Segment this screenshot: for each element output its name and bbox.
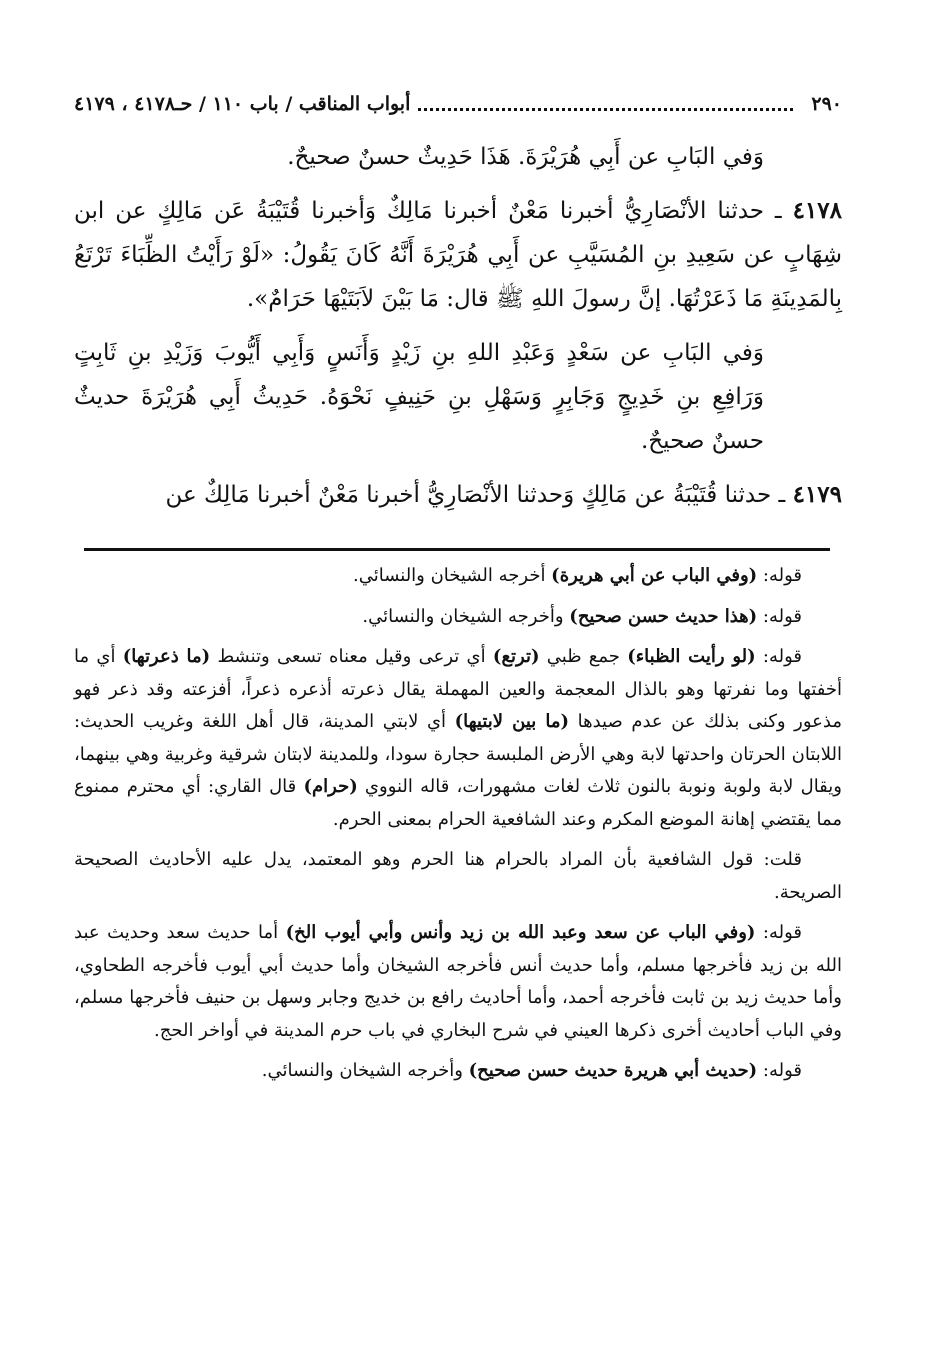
hadith-text: ـ حدثنا الأنْصَارِيُّ أخبرنا مَعْنٌ أخبرنا مَالِكٌ وَأخبرنا قُتَيْبَةُ عَن مَالِكٍ عن ابن شِهَابٍ عن سَعِيدِ بنِ المُسَيَّبِ عن أَبِي هُرَيْرَةَ أَنَّهُ كَانَ يَقُولُ: «لَوْ رَأَيْتُ الظِّبَاءَ تَرْتَعُ بِالمَدِينَةِ مَا ذَعَرْتُهَا. إنَّ رسولَ اللهِ ﷺ قال: مَا بَيْنَ لاَبَتَيْهَا حَرَامٌ».: [74, 198, 842, 312]
note-2: [74, 601, 842, 634]
hadith-number: ٤١٧٩: [792, 481, 842, 508]
hadith-number: ٤١٧٨: [792, 197, 842, 224]
paragraph-bab-abi-hurayra: وَفي البَابِ عن أَبِي هُرَيْرَةَ. هَذَا حَدِيثٌ حسنٌ صحيحٌ.: [287, 144, 764, 170]
note-body: أي لابتي المدينة، قال أهل اللغة وغريب الحديث: اللابتان الحرتان واحدتها لابة وهي الأرض الملبسة حجارة سودا، وللمدينة لابتان شرقية وغربية وهي بينهما، ويقال لابة ولوبة ونوبة بالنون ثلاث لغات مشهورات، قاله النووي: [74, 711, 842, 797]
note-quote: (ما ذعرتها): [122, 646, 211, 667]
page-number: ٢٩٠: [811, 93, 842, 115]
note-quote: (حديث أبي هريرة حديث حسن صحيح): [468, 1060, 758, 1081]
note-quote: (وفي الباب عن أبي هريرة): [551, 565, 758, 586]
running-header: [74, 78, 842, 118]
note-quote: (حرام): [303, 776, 358, 797]
note-label: قوله:: [757, 565, 802, 586]
note-body: أخرجه الشيخان والنسائي.: [352, 565, 552, 586]
paragraph-bab-narrators: وَفي البَابِ عن سَعْدٍ وَعَبْدِ اللهِ بنِ زَيْدٍ وَأَنَسٍ وَأَبِي أَيُّوبَ وَزَيْدِ بنِ ثَابِتٍ وَرَافِعِ بنِ خَدِيجٍ وَجَابِرٍ وَسَهْلِ بنِ حَنِيفٍ نَحْوَهُ. حَدِيثُ أَبِي هُرَيْرَةَ حديثٌ حسنٌ صحيحٌ.: [74, 340, 764, 454]
header-leader-dots: [418, 107, 793, 111]
note-body: أما حديث سعد وحديث عبد الله بن زيد فأخرجها مسلم، وأما حديث أنس فأخرجه الشيخان وأما حديث أبي أيوب فأخرجه الطحاوي، وأما حديث زيد بن ثابت فأخرجه أحمد، وأما أحاديث رافع بن خديج وجابر وسهل بن حنيف فأخرجها مسلم، وفي الباب أحاديث أخرى ذكرها العيني في شرح البخاري في باب حرم المدينة في أواخر الحج.: [74, 922, 842, 1041]
note-body: أي ترعى وقيل معناه تسعى وتنشط: [210, 646, 493, 667]
hadith-4178: [74, 189, 842, 321]
note-4: قلت: قول الشافعية بأن المراد بالحرام هنا الحرم وهو المعتمد، يدل عليه الأحاديث الصحيحة الصريحة.: [74, 849, 842, 903]
note-quote: (وفي الباب عن سعد وعبد الله بن زيد وأنس وأبي أيوب الخ): [285, 922, 756, 943]
footnote-divider: [84, 548, 830, 551]
hadith-text: ـ حدثنا قُتَيْبَةُ عن مَالِكٍ وَحدثنا الأنْصَارِيُّ أخبرنا مَعْنٌ أخبرنا مَالِكٌ عن: [165, 482, 793, 508]
commentary: [74, 560, 842, 1096]
note-body: وأخرجه الشيخان والنسائي.: [362, 605, 570, 627]
note-quote: (لو رأيت الظباء): [627, 646, 756, 667]
note-quote: (هذا حديث حسن صحيح): [569, 605, 758, 627]
note-5: [74, 917, 842, 1047]
note-body: جمع ظبي: [539, 646, 628, 667]
hadith-4179: [74, 473, 842, 517]
note-label: قوله:: [757, 1060, 802, 1081]
note-body: وأخرجه الشيخان والنسائي.: [261, 1060, 469, 1081]
note-label: قوله:: [755, 646, 803, 667]
note-quote: (ما بين لابتيها): [454, 711, 570, 732]
main-text: [74, 135, 842, 527]
note-body: أي ما أخفتها وما نفرتها وهو بالذال المعجمة والعين المهملة يقال ذعرته أذعره ذعراً، أفزعته وقد ذعر فهو مذعور وكنى بذلك عن عدم صيدها: [74, 646, 842, 732]
note-1: [74, 560, 842, 593]
note-6: [74, 1055, 842, 1088]
section-title: أبواب المناقب / باب ١١٠ / حـ٤١٧٨ ، ٤١٧٩: [74, 93, 411, 115]
note-body: قال القاري: أي محترم ممنوع مما يقتضي إهانة الموضع المكرم وعند الشافعية الحرام بمعنى الحرم.: [74, 776, 842, 830]
note-quote: (ترتع): [492, 646, 540, 667]
note-3: [74, 641, 842, 836]
note-label: قوله:: [757, 605, 802, 627]
note-label: قوله:: [755, 922, 803, 943]
